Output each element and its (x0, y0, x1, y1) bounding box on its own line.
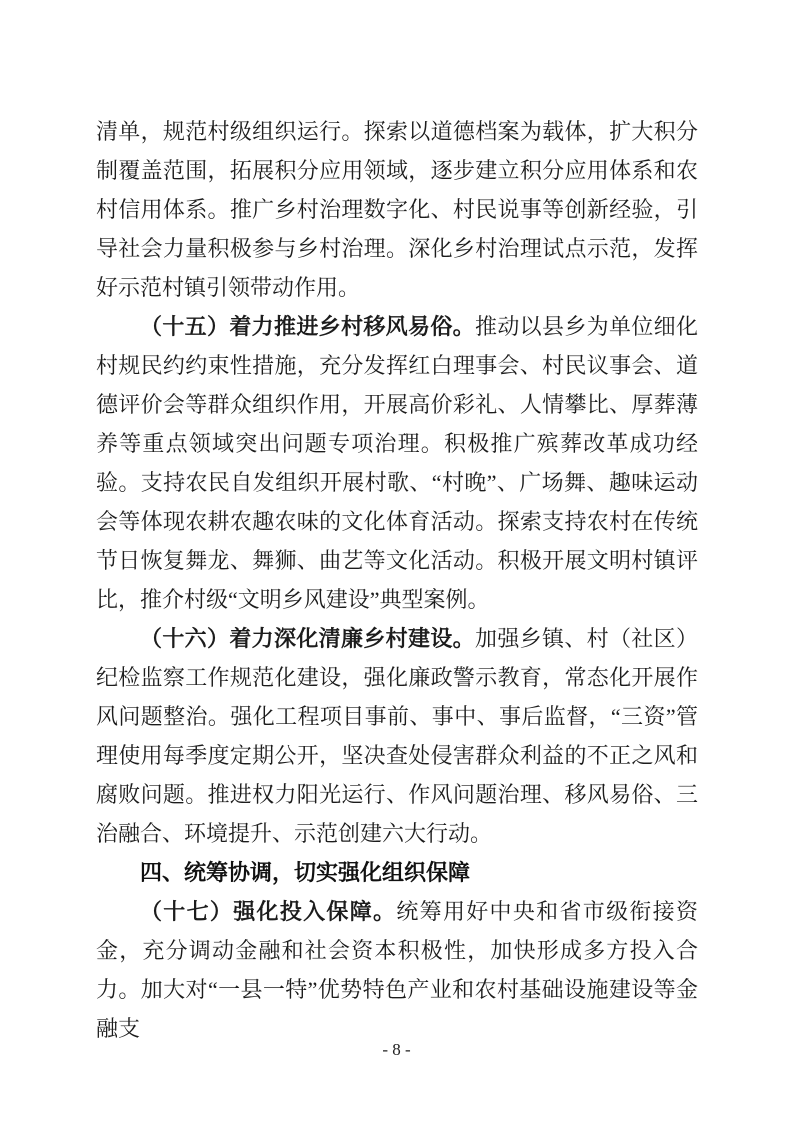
page-number: - 8 - (382, 1040, 411, 1059)
paragraph-item-15 (96, 307, 698, 619)
paragraph-item-16 (96, 619, 698, 853)
paragraph-text: 推动以县乡为单位细化村规民约约束性措施，充分发挥红白理事会、村民议事会、道德评价会等群众组织作用，开展高价彩礼、人情攀比、厚葬薄养等重点领域突出问题专项治理。积极推广殡葬改革成功经验。支持农民自发组织开展村歌、“村晚”、广场舞、趣味运动会等体现农耕农趣农味的文化体育活动。探索支持农村在传统节日恢复舞龙、舞狮、曲艺等文化活动。积极开展文明村镇评比，推介村级“文明乡风建设”典型案例。 (96, 314, 698, 612)
page-footer (0, 1040, 793, 1060)
paragraph-item-17 (96, 892, 698, 1048)
paragraph-text: 清单，规范村级组织运行。探索以道德档案为载体，扩大积分制覆盖范围，拓展积分应用领域，逐步建立积分应用体系和农村信用体系。推广乡村治理数字化、村民说事等创新经验，引导社会力量积极参与乡村治理。深化乡村治理试点示范，发挥好示范村镇引领带动作用。 (96, 119, 698, 300)
section-heading: 四、统筹协调，切实强化组织保障 (140, 860, 471, 885)
document-body (96, 112, 698, 1048)
paragraph-text: 加强乡镇、村（社区）纪检监察工作规范化建设，强化廉政警示教育，常态化开展作风问题整治。强化工程项目事前、事中、事后监督，“三资”管理使用每季度定期公开，坚决查处侵害群众利益的不正之风和腐败问题。推进权力阳光运行、作风问题治理、移风易俗、三治融合、环境提升、示范创建六大行动。 (96, 626, 698, 846)
paragraph-lead: （十五）着力推进乡村移风易俗。 (140, 314, 475, 339)
paragraph-continuation (96, 112, 698, 307)
paragraph-text: 统筹用好中央和省市级衔接资金，充分调动金融和社会资本积极性，加快形成多方投入合力。加大对“一县一特”优势特色产业和农村基础设施建设等金融支 (96, 899, 698, 1041)
paragraph-lead: （十七）强化投入保障。 (140, 899, 397, 924)
paragraph-lead: （十六）着力深化清廉乡村建设。 (140, 626, 475, 651)
